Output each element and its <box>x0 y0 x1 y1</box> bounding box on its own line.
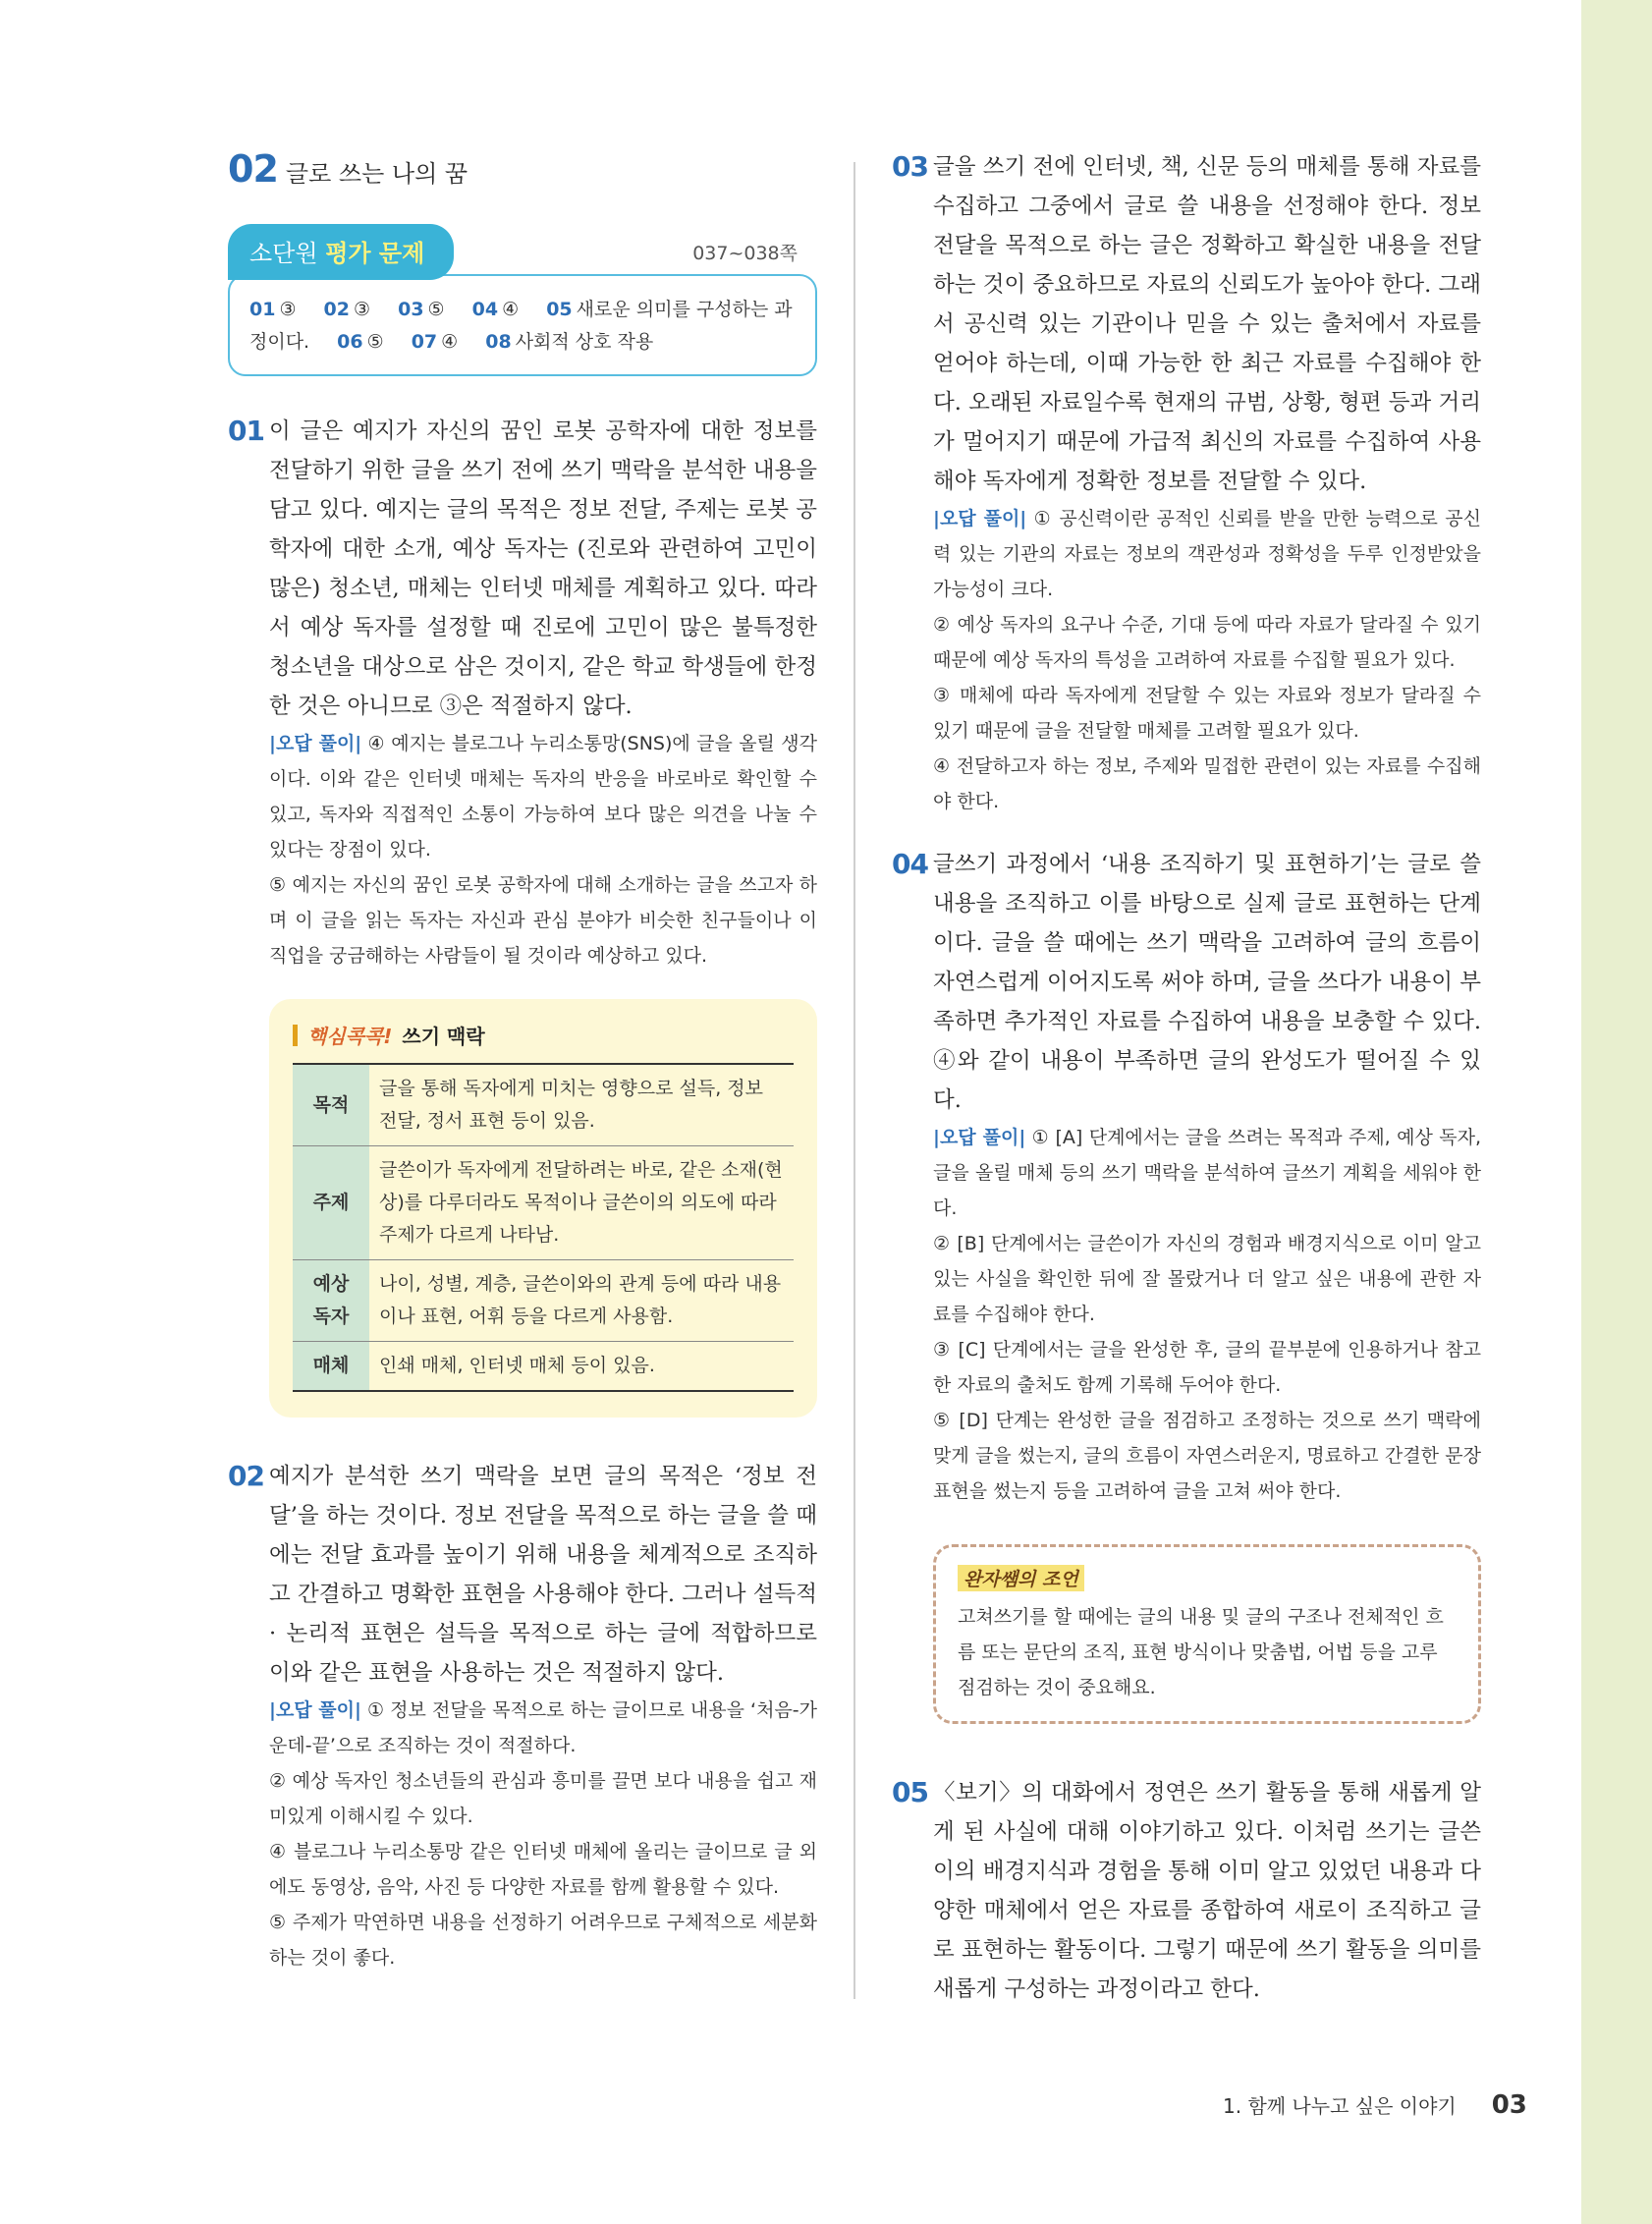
answer-item <box>249 299 297 320</box>
table-value: 글쓴이가 독자에게 전달하려는 바로, 같은 소재(현상)를 다루더라도 목적이나 글쓴이의 의도에 따라 주제가 다르게 나타남. <box>369 1146 794 1260</box>
question-number: 05 <box>892 1776 928 1808</box>
question-number: 03 <box>892 150 928 183</box>
right-column <box>892 147 1481 2034</box>
answer-value: 새로운 의미를 구성하는 과정이다. <box>249 299 793 353</box>
footer-chapter-title: 1. 함께 나누고 싶은 이야기 <box>1223 2094 1457 2118</box>
table-value: 글을 통해 독자에게 미치는 영향으로 설득, 정보 전달, 정서 표현 등이 있음. <box>369 1064 794 1146</box>
question-explanation: 글을 쓰기 전에 인터넷, 책, 신문 등의 매체를 통해 자료를 수집하고 그중에서 글로 쓸 내용을 선정해야 한다. 정보 전달을 목적으로 하는 글은 정확하고 확실한 내용을 전달하는 것이 중요하므로 자료의 신뢰도가 높아야 한다. 그래서 공신력 있는 기관이나 믿을 수 있는 출처에서 자료를 얻어야 하는데, 이때 가능한 한 최근 자료를 수집해야 한다. 오래된 자료일수록 현재의 규범, 상황, 형편 등과 거리가 멀어지기 때문에 가급적 최신의 자료를 수집하여 사용해야 독자에게 정확한 정보를 전달할 수 있다. <box>933 154 1481 494</box>
answer-value: ④ <box>441 331 459 353</box>
evaluation-tab-prefix: 소단원 <box>249 240 326 267</box>
wrong-answer-note: ④ 블로그나 누리소통망 같은 인터넷 매체에 올리는 글이므로 글 외에도 동영상, 음악, 사진 등 다양한 자료를 함께 활용할 수 있다. <box>269 1841 817 1898</box>
wrong-answer-note: ② 예상 독자의 요구나 수준, 기대 등에 따라 자료가 달라질 수 있기 때문에 예상 독자의 특성을 고려하여 자료를 수집할 필요가 있다. <box>933 614 1481 671</box>
question-02 <box>228 1457 817 1975</box>
table-key: 주제 <box>293 1146 369 1260</box>
wrong-answer-note: ② 예상 독자인 청소년들의 관심과 흥미를 끌면 보다 내용을 쉽고 재미있게 이해시킬 수 있다. <box>269 1770 817 1827</box>
wrong-answer-label: |오답 풀이| <box>269 733 362 754</box>
question-04 <box>892 845 1481 1509</box>
table-key: 매체 <box>293 1342 369 1392</box>
question-explanation: 글쓰기 과정에서 ‘내용 조직하기 및 표현하기’는 글로 쓸 내용을 조직하고 이를 바탕으로 실제 글로 표현하는 단계이다. 글을 쓸 때에는 쓰기 맥락을 고려하여 글의 흐름이 자연스럽게 이어지도록 써야 하며, 글을 쓰다가 내용이 부족하면 추가적인 자료를 수집하여 내용을 보충할 수 있다. ④와 같이 내용이 부족하면 글의 완성도가 떨어질 수 있다. <box>933 852 1481 1113</box>
question-explanation: 이 글은 예지가 자신의 꿈인 로봇 공학자에 대한 정보를 전달하기 위한 글을 쓰기 전에 쓰기 맥락을 분석한 내용을 담고 있다. 예지는 글의 목적은 정보 전달, 주제는 로봇 공학자에 대한 소개, 예상 독자는 (진로와 관련하여 고민이 많은) 청소년, 매체는 인터넷 매체를 계획하고 있다. 따라서 예상 독자를 설정할 때 진로에 고민이 많은 불특정한 청소년을 대상으로 삼은 것이지, 같은 학교 학생들에 한정한 것은 아니므로 ③은 적절하지 않다. <box>269 418 817 719</box>
answer-item <box>398 299 445 320</box>
answer-value: ⑤ <box>427 299 445 320</box>
answer-number: 04 <box>471 299 499 320</box>
page-footer <box>1223 2090 1527 2120</box>
table-row <box>293 1146 794 1260</box>
table-key: 예상 독자 <box>293 1260 369 1342</box>
answer-value: ⑤ <box>366 331 384 353</box>
page-number: 03 <box>1491 2090 1527 2120</box>
wrong-answer-note: ⑤ 주제가 막연하면 내용을 선정하기 어려우므로 구체적으로 세분화하는 것이 좋다. <box>269 1912 817 1969</box>
wrong-answer-note <box>269 1693 817 1763</box>
answer-number: 01 <box>249 299 276 320</box>
evaluation-box <box>228 224 817 376</box>
evaluation-tab <box>228 224 454 280</box>
answer-item <box>472 299 520 320</box>
core-bar-marker <box>293 1025 298 1046</box>
wrong-answer-label: |오답 풀이| <box>269 1699 361 1721</box>
answer-value: ③ <box>354 299 371 320</box>
core-point-box <box>269 999 817 1418</box>
table-row <box>293 1260 794 1342</box>
question-number: 04 <box>892 848 928 880</box>
answer-value: ④ <box>502 299 520 320</box>
answer-value: 사회적 상호 작용 <box>515 331 654 353</box>
answer-number: 03 <box>398 299 424 320</box>
answer-value: ③ <box>279 299 297 320</box>
core-point-title: 쓰기 맥락 <box>402 1025 485 1048</box>
teacher-tip-box <box>933 1544 1481 1724</box>
table-row <box>293 1342 794 1392</box>
question-explanation: 예지가 분석한 쓰기 맥락을 보면 글의 목적은 ‘정보 전달’을 하는 것이다. 정보 전달을 목적으로 하는 글을 쓸 때에는 전달 효과를 높이기 위해 내용을 체계적으로 조직하고 간결하고 명확한 표현을 사용해야 한다. 그러나 설득적 · 논리적 표현은 설득을 목적으로 하는 글에 적합하므로 이와 같은 표현을 사용하는 것은 적절하지 않다. <box>269 1464 817 1686</box>
teacher-tip-title: 완자쌤의 조언 <box>958 1565 1084 1591</box>
answer-number: 08 <box>485 331 512 353</box>
question-01 <box>228 412 817 973</box>
answer-number: 02 <box>323 299 350 320</box>
wrong-answer-note <box>269 726 817 867</box>
answer-item <box>485 331 653 353</box>
table-key: 목적 <box>293 1064 369 1146</box>
wrong-answer-note <box>933 1120 1481 1226</box>
section-heading <box>228 147 817 191</box>
wrong-answer-label: |오답 풀이| <box>933 508 1027 529</box>
wrong-answer-text: ① 공신력이란 공적인 신뢰를 받을 만한 능력으로 공신력 있는 기관의 자료는 정보의 객관성과 정확성을 두루 인정받았을 가능성이 크다. <box>933 508 1481 600</box>
side-color-strip <box>1581 0 1652 2224</box>
table-value: 인쇄 매체, 인터넷 매체 등이 있음. <box>369 1342 794 1392</box>
answer-number: 05 <box>546 299 573 320</box>
answer-item <box>324 299 371 320</box>
wrong-answer-note: ③ [C] 단계에서는 글을 완성한 후, 글의 끝부분에 인용하거나 참고한 자료의 출처도 함께 기록해 두어야 한다. <box>933 1339 1481 1396</box>
teacher-tip-text: 고쳐쓰기를 할 때에는 글의 내용 및 글의 구조나 전체적인 흐름 또는 문단의 조직, 표현 방식이나 맞춤법, 어법 등을 고루 점검하는 것이 중요해요. <box>958 1606 1444 1698</box>
wrong-answer-note: ⑤ 예지는 자신의 꿈인 로봇 공학자에 대해 소개하는 글을 쓰고자 하며 이 글을 읽는 독자는 자신과 관심 분야가 비슷한 친구들이나 이 직업을 궁금해하는 사람들이 될 것이라 예상하고 있다. <box>269 874 817 967</box>
question-03 <box>892 147 1481 819</box>
wrong-answer-note: ② [B] 단계에서는 글쓴이가 자신의 경험과 배경지식으로 이미 알고 있는 사실을 확인한 뒤에 잘 몰랐거나 더 알고 싶은 내용에 관한 자료를 수집해야 한다. <box>933 1233 1481 1325</box>
table-row <box>293 1064 794 1146</box>
answer-number: 06 <box>337 331 363 353</box>
question-number: 02 <box>228 1460 264 1492</box>
left-column <box>228 147 817 2001</box>
column-divider <box>854 162 855 1999</box>
answer-number: 07 <box>411 331 438 353</box>
core-point-label: 핵심콕콕! <box>307 1025 393 1048</box>
wrong-answer-note: ③ 매체에 따라 독자에게 전달할 수 있는 자료와 정보가 달라질 수 있기 때문에 글을 전달할 매체를 고려할 필요가 있다. <box>933 685 1481 742</box>
wrong-answer-note <box>933 501 1481 607</box>
evaluation-pages: 037~038쪽 <box>692 243 798 264</box>
question-05 <box>892 1773 1481 2009</box>
answer-item <box>337 331 384 353</box>
wrong-answer-text: ① [A] 단계에서는 글을 쓰려는 목적과 주제, 예상 독자, 글을 올릴 매체 등의 쓰기 맥락을 분석하여 글쓰기 계획을 세워야 한다. <box>933 1127 1481 1219</box>
table-value: 나이, 성별, 계층, 글쓴이와의 관계 등에 따라 내용이나 표현, 어휘 등을 다르게 사용함. <box>369 1260 794 1342</box>
evaluation-tab-highlight: 평가 문제 <box>325 240 425 267</box>
answer-item <box>412 331 459 353</box>
question-number: 01 <box>228 415 264 447</box>
wrong-answer-text: ① 정보 전달을 목적으로 하는 글이므로 내용을 ‘처음-가운데-끝’으로 조직하는 것이 적절하다. <box>269 1699 818 1756</box>
wrong-answer-label: |오답 풀이| <box>933 1127 1026 1148</box>
section-title: 글로 쓰는 나의 꿈 <box>285 160 468 188</box>
answer-list <box>228 274 817 376</box>
question-explanation: 〈보기〉의 대화에서 정연은 쓰기 활동을 통해 새롭게 알게 된 사실에 대해 이야기하고 있다. 이처럼 쓰기는 글쓴이의 배경지식과 경험을 통해 이미 알고 있었던 내용과 다양한 매체에서 얻은 자료를 종합하여 새로이 조직하고 글로 표현하는 활동이다. 그렇기 때문에 쓰기 활동을 의미를 새롭게 구성하는 과정이라고 한다. <box>933 1780 1481 2002</box>
writing-context-table <box>293 1063 794 1392</box>
wrong-answer-note: ④ 전달하고자 하는 정보, 주제와 밀접한 관련이 있는 자료를 수집해야 한다. <box>933 755 1481 812</box>
wrong-answer-text: ④ 예지는 블로그나 누리소통망(SNS)에 글을 올릴 생각이다. 이와 같은 인터넷 매체는 독자의 반응을 바로바로 확인할 수 있고, 독자와 직접적인 소통이 가능하여 보다 많은 의견을 나눌 수 있다는 장점이 있다. <box>269 733 817 861</box>
section-number: 02 <box>228 147 278 191</box>
wrong-answer-note: ⑤ [D] 단계는 완성한 글을 점검하고 조정하는 것으로 쓰기 맥락에 맞게 글을 썼는지, 글의 흐름이 자연스러운지, 명료하고 간결한 문장 표현을 썼는지 등을 고려하여 글을 고쳐 써야 한다. <box>933 1410 1481 1502</box>
